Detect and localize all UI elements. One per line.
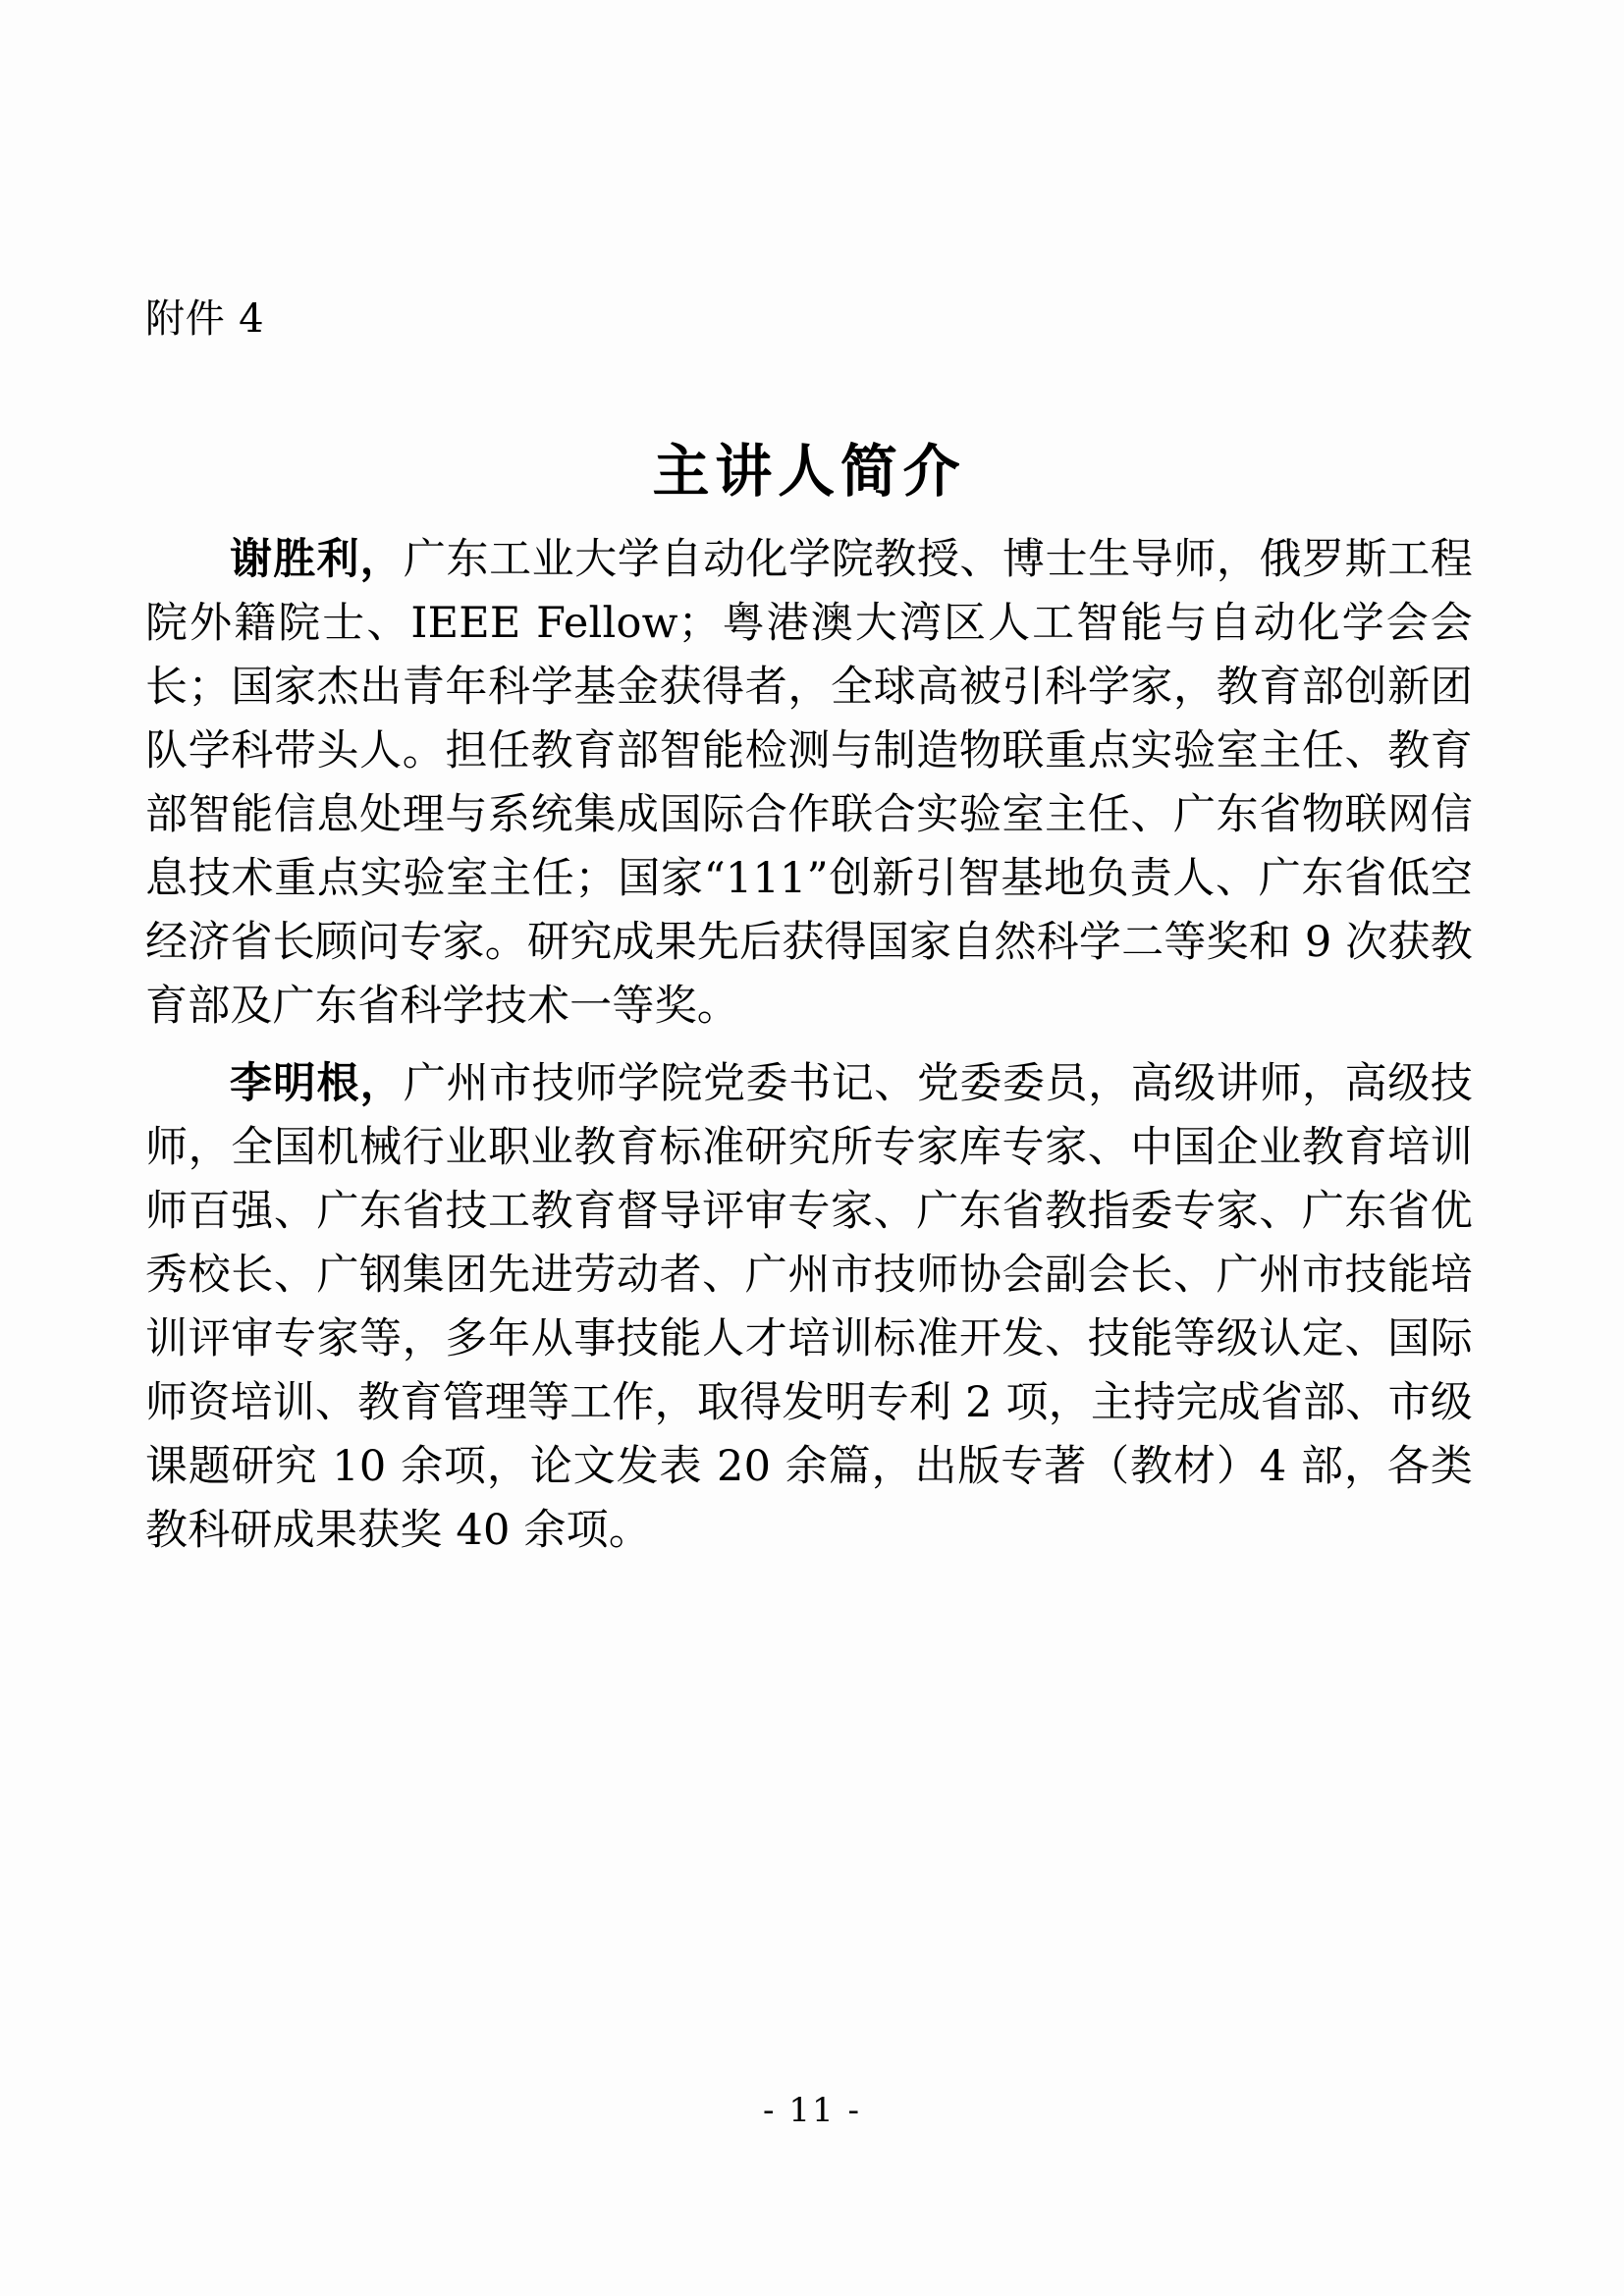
attachment-label: 附件 4: [145, 296, 265, 342]
speaker-bio-1: 广东工业大学自动化学院教授、博士生导师，俄罗斯工程院外籍院士、IEEE Fellow；粤港澳大湾区人工智能与自动化学会会长；国家杰出青年科学基金获得者，全球高被引科学家，教育部创新团队学科带头人。担任教育部智能检测与制造物联重点实验室主任、教育部智能信息处理与系统集成国际合作联合实验室主任、广东省物联网信息技术重点实验室主任；国家“111”创新引智基地负责人、广东省低空经济省长顾问专家。研究成果先后获得国家自然科学二等奖和 9 次获教育部及广东省科学技术一等奖。: [145, 535, 1473, 1031]
speaker-bio-2: 广州市技师学院党委书记、党委委员，高级讲师，高级技师，全国机械行业职业教育标准研究所专家库专家、中国企业教育培训师百强、广东省技工教育督导评审专家、广东省教指委专家、广东省优秀校长、广钢集团先进劳动者、广州市技师协会副会长、广州市技能培训评审专家等，多年从事技能人才培训标准开发、技能等级认定、国际师资培训、教育管理等工作，取得发明专利 2 项，主持完成省部、市级课题研究 10 余项，论文发表 20 余篇，出版专著（教材）4 部，各类教科研成果获奖 40 余项。: [145, 1059, 1473, 1555]
paragraph-speaker-1: [145, 528, 1473, 1039]
speaker-name-1: 谢胜利，: [230, 535, 404, 584]
body-text-block: [145, 528, 1473, 1573]
page-title: 主讲人简介: [652, 437, 966, 505]
speaker-name-2: 李明根，: [230, 1059, 404, 1108]
page-number-footer: - 11 -: [762, 2091, 862, 2130]
paragraph-speaker-2: [145, 1052, 1473, 1563]
